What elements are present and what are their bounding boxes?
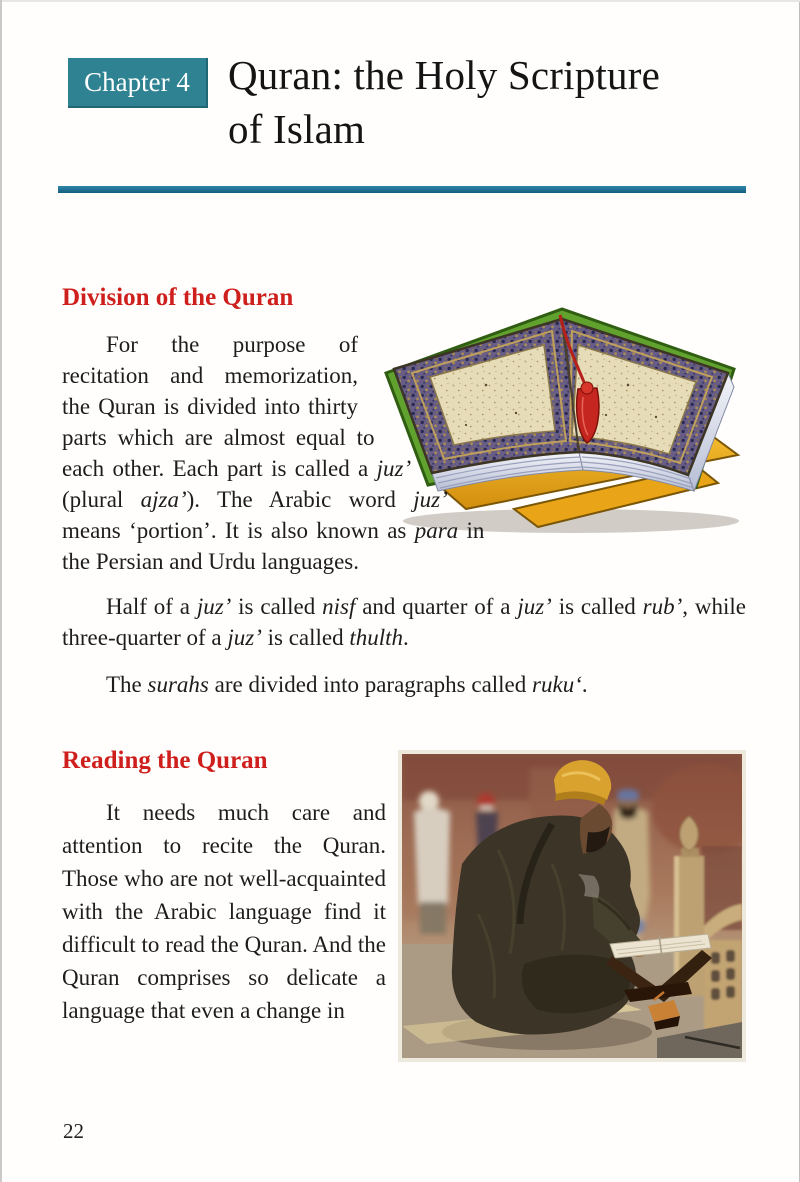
section-heading-division: Division of the Quran <box>62 284 294 311</box>
title-divider-rule <box>58 186 746 193</box>
page-title <box>228 48 773 156</box>
page-content <box>62 283 746 1070</box>
page-title-line1: Quran: the Holy Scripture <box>228 52 660 98</box>
paragraph-division-3: The surahs are divided into paragraphs called ruku‘. <box>106 672 588 697</box>
page-title-line2: of Islam <box>228 106 366 152</box>
page-number: 22 <box>63 1119 84 1143</box>
man-reading-quran-photo <box>398 750 746 1062</box>
chapter-badge: Chapter 4 <box>68 58 208 108</box>
man-reading-quran-photo-svg <box>402 754 742 1058</box>
paragraph-reading-1: It needs much care and attention to recite the Quran. Those who are not well-acquainted with the Arabic language find it difficult to read the Quran. And the Quran comprises so delicate a language that even a change in <box>62 800 386 1023</box>
paragraph-division-2: Half of a juz’ is called nisf and quarter of a juz’ is called rub’, while three-quarter of a juz’ is called thulth. <box>62 594 746 650</box>
paragraph-division-1: For the purpose of recitation and memorization, the Quran is divided into thirty parts which are almost equal to each other. Each part is called a juz’ (plural ajza’). The Arabic word juz’ means ‘portion’. It is also known as para in the Persian and Urdu languages. <box>62 332 485 574</box>
section-heading-reading-label: Reading the Quran <box>62 747 268 774</box>
section-heading-reading <box>62 746 746 776</box>
